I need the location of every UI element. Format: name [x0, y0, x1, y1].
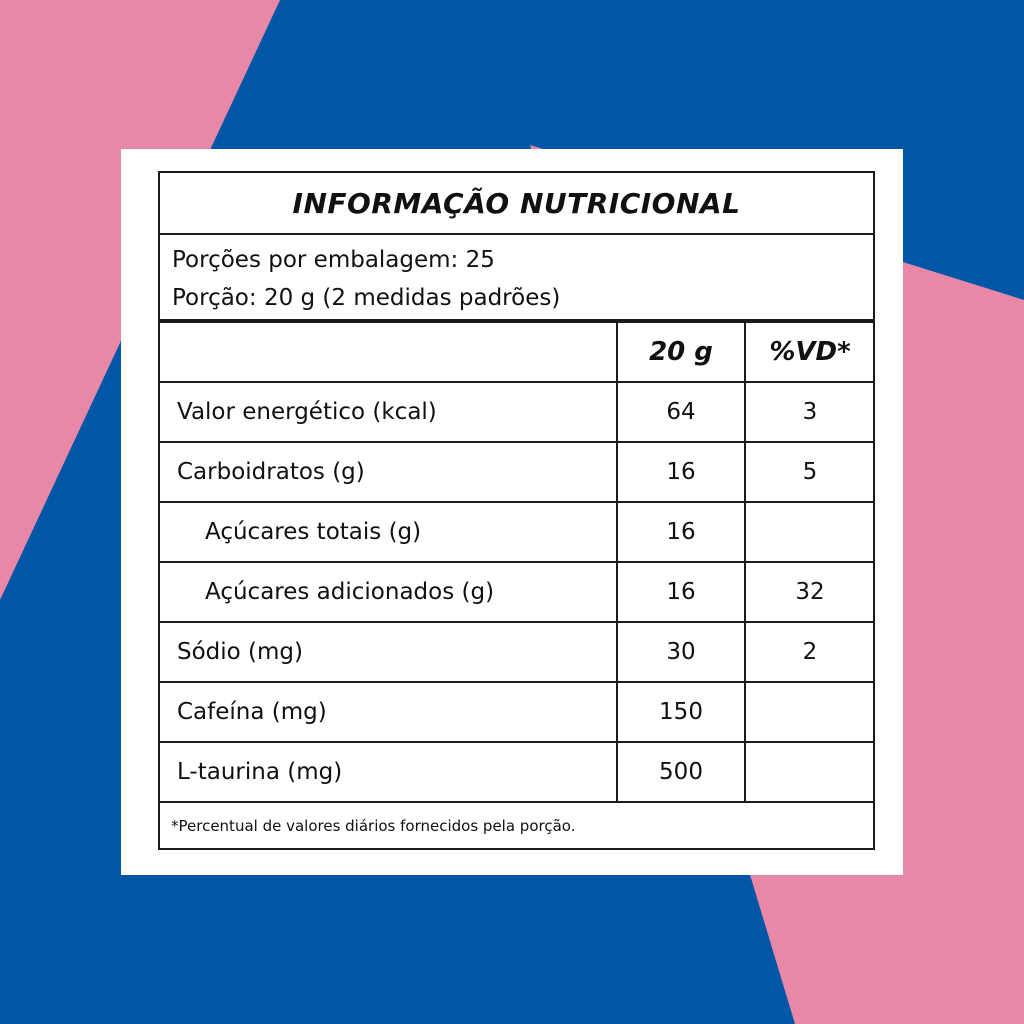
nutrient-name: Sódio (mg) [177, 639, 303, 665]
nutrient-name: Açúcares adicionados (g) [205, 579, 495, 605]
table-row [160, 503, 873, 563]
portion-size: Porção: 20 g (2 medidas padrões) [172, 285, 561, 311]
nutrient-name: Valor energético (kcal) [177, 399, 437, 425]
nutrient-name: Açúcares totais (g) [205, 519, 422, 545]
nutrient-daily-value: 5 [802, 459, 818, 485]
label-title: INFORMAÇÃO NUTRICIONAL [292, 186, 741, 220]
nutrient-daily-value [745, 683, 875, 741]
nutrient-amount: 64 [666, 399, 696, 425]
table-row [160, 563, 873, 623]
nutrient-name: Carboidratos (g) [177, 459, 365, 485]
nutrient-amount: 16 [666, 519, 696, 545]
nutrient-daily-value: 2 [802, 639, 818, 665]
table-row [160, 683, 873, 743]
nutrition-label [158, 171, 875, 850]
footnote: *Percentual de valores diários fornecidos pela porção. [171, 816, 576, 835]
table-header-row [160, 323, 873, 383]
nutrient-daily-value: 3 [802, 399, 818, 425]
nutrient-amount: 150 [659, 699, 703, 725]
header-daily-value: %VD* [769, 337, 851, 367]
nutrient-amount: 30 [666, 639, 696, 665]
portions-section [160, 235, 873, 323]
table-row [160, 443, 873, 503]
nutrient-amount: 16 [666, 579, 696, 605]
header-amount: 20 g [649, 337, 713, 367]
title-row [160, 173, 873, 235]
column-divider-amount [616, 323, 618, 803]
column-divider-daily-value [744, 323, 746, 803]
table-row [160, 623, 873, 683]
table-row [160, 743, 873, 803]
nutrient-name: L-taurina (mg) [177, 759, 343, 785]
nutrient-daily-value [745, 743, 875, 801]
nutrient-daily-value: 32 [795, 579, 825, 605]
nutrient-daily-value [745, 503, 875, 561]
nutrient-amount: 16 [666, 459, 696, 485]
nutrition-table [160, 323, 873, 803]
table-row [160, 383, 873, 443]
nutrient-name: Cafeína (mg) [177, 699, 327, 725]
portions-per-package: Porções por embalagem: 25 [172, 247, 495, 273]
nutrient-amount: 500 [659, 759, 703, 785]
